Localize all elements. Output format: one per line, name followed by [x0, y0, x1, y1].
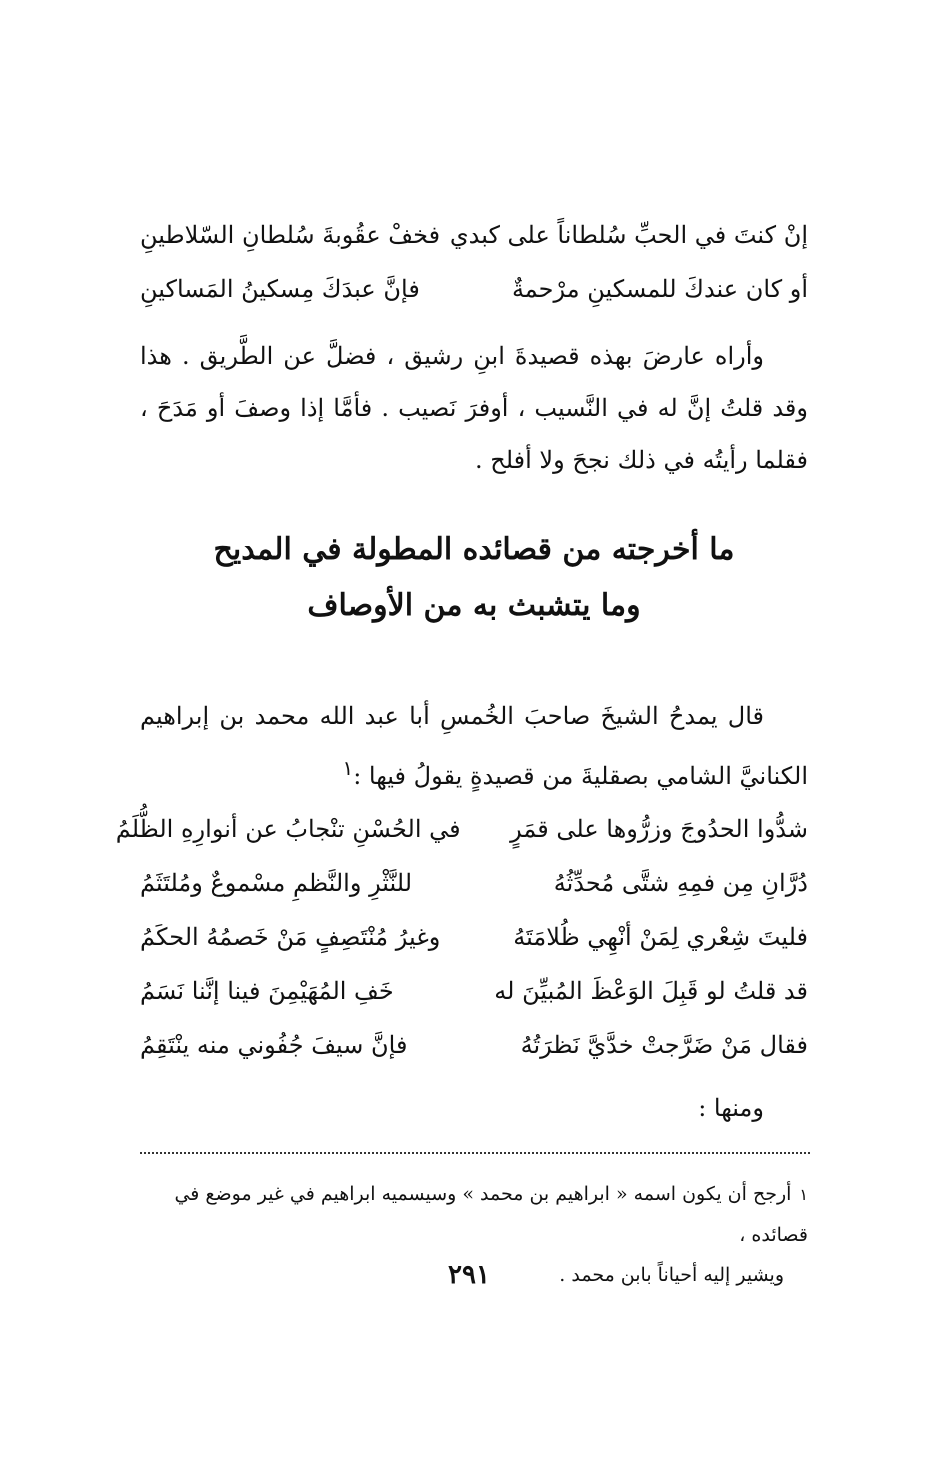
footnote-divider	[140, 1152, 810, 1154]
intro-paragraph	[140, 690, 808, 802]
verse-first-hemistich: فقال مَنْ ضَرَّجتْ خدَّيَّ نَظرَتُهُ	[520, 1031, 808, 1059]
verse-first-hemistich: شدُّوا الحدُوجَ وزرُّوها على قمَرٍ	[510, 815, 808, 843]
verse-row	[140, 964, 808, 1018]
heading-line-1: ما أخرجته من قصائده المطولة في المديح	[213, 532, 735, 567]
verse-row	[140, 1018, 808, 1072]
footnote-text-1: أرجح أن يكون اسمه « ابراهيم بن محمد » وسيسميه ابراهيم في غير موضع في قصائده ،	[174, 1183, 808, 1246]
footnote-line-1	[140, 1174, 808, 1255]
minha-text: ومنها :	[698, 1094, 764, 1122]
verse-row	[140, 208, 808, 262]
verse-row	[140, 910, 808, 964]
section-heading	[140, 522, 808, 634]
verse-second-hemistich: خَفِ المُهَيْمِنَ فينا إنَّنا نَسَمُ	[140, 977, 394, 1005]
verse-row	[115, 802, 808, 856]
verse-second-hemistich: فإنَّ سيفَ جُفُوني منه ينْتَقِمُ	[140, 1031, 408, 1059]
footnote-marker: ١	[342, 756, 354, 780]
paragraph-text: وأراه عارضَ بهذه قصيدةَ ابنِ رشيق ، فضلَّ عن الطَّريق . هذا وقد قلتُ إنَّ له في النَّسيب ، أوفرَ نَصيب . فأمَّا إذا وصفَ أو مَدَحَ ، فقلما رأيتُه في ذلك نجحَ ولا أفلح .	[140, 342, 808, 474]
verse-second-hemistich: في الحُسْنِ تنْجابُ عن أنوارِهِ الظُّلَمُ	[115, 815, 461, 843]
minha-line	[140, 1082, 808, 1134]
verse-first-hemistich: قد قلتُ لو قَبِلَ الوَعْظَ المُبيِّنَ له	[494, 977, 808, 1005]
verse-second-hemistich: فإنَّ عبدَكَ مِسكينُ المَساكينِ	[140, 275, 420, 303]
verse-second-hemistich: فخفْ عقُوبةَ سُلطانِ السّلاطينِ	[140, 221, 441, 249]
verse-second-hemistich: للنَّثْرِ والنَّظمِ مسْموعٌ ومُلتَثَمُ	[140, 869, 413, 897]
intro-text: قال يمدحُ الشيخَ صاحبَ الخُمسِ أبا عبد الله محمد بن إبراهيم الكنانيَّ الشامي بصقليةَ من قصيدةٍ يقولُ فيها :	[140, 702, 808, 790]
footnote-line-2: ويشير إليه أحياناً بابن محمد .	[559, 1264, 784, 1286]
paragraph-text	[140, 690, 808, 802]
heading-line-2: وما يتشبث به من الأوصاف	[307, 588, 641, 623]
verse-row	[140, 262, 808, 316]
prose-paragraph	[140, 330, 808, 486]
verse-first-hemistich: فليتَ شِعْري لِمَنْ أنْهِي ظُلامَتَهُ	[513, 923, 808, 951]
verse-first-hemistich: دُرَّانِ مِن فمِهِ شتَّى مُحدِّثُهُ	[553, 869, 808, 897]
verse-block-top	[140, 208, 808, 316]
verse-second-hemistich: وغيرُ مُنْتَصِفٍ مَنْ خَصمُهُ الحكَمُ	[140, 923, 441, 951]
verse-row	[140, 856, 808, 910]
verse-first-hemistich: إنْ كنتَ في الحبِّ سُلطاناً على كبدي	[449, 221, 808, 249]
page-number: ٢٩١	[448, 1260, 490, 1290]
verse-block-main	[115, 802, 808, 1072]
verse-first-hemistich: أو كان عندكَ للمسكينِ مرْحمةٌ	[511, 275, 808, 303]
footnote-number: ١	[799, 1185, 808, 1204]
